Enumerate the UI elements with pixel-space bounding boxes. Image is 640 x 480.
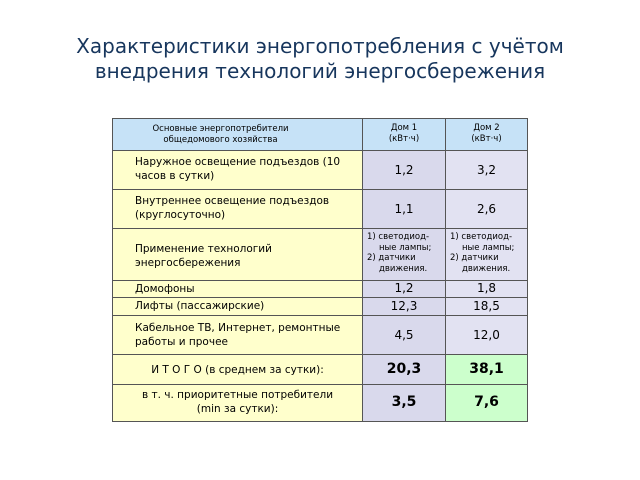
row-label-priority	[113, 385, 363, 421]
row-label-text: Внутреннее освещение подъездов (круглосуточно)	[135, 195, 330, 221]
value: 1,1	[394, 202, 414, 216]
row-label-total	[113, 355, 363, 385]
header-consumers	[113, 119, 363, 151]
value: 2,6	[476, 202, 497, 216]
cell-house1-elevators	[363, 298, 446, 316]
header-house2	[446, 119, 527, 151]
measures-list	[450, 232, 525, 274]
energy-table	[112, 118, 528, 422]
value: 12,0	[473, 328, 500, 342]
value: 38,1	[469, 361, 504, 377]
cell-house1-cable-tv	[363, 316, 446, 355]
value: 1,2	[394, 281, 414, 295]
cell-house2-outdoor-lighting	[446, 151, 527, 190]
header-house2-name: Дом 2	[473, 123, 500, 133]
header-consumers-text: Основные энергопотребители общедомового хозяйства	[152, 124, 289, 145]
list-item: 2) датчики движения.	[450, 253, 511, 274]
value: 3,2	[476, 163, 497, 177]
cell-house2-total	[446, 355, 527, 385]
list-item: 1) светодиод-ные лампы;	[450, 232, 515, 253]
cell-house1-energy-saving-tech	[363, 229, 446, 281]
cell-house2-cable-tv	[446, 316, 527, 355]
value: 20,3	[386, 361, 422, 377]
row-label-indoor-lighting	[113, 190, 363, 229]
value: 18,5	[473, 299, 500, 313]
header-house2-unit: (кВт·ч)	[471, 134, 502, 144]
priority-label-text: в т. ч. приоритетные потребители (min за сутки):	[141, 389, 334, 415]
cell-house1-indoor-lighting	[363, 190, 446, 229]
row-label-text: Лифты (пассажирские)	[135, 300, 265, 312]
cell-house2-intercoms	[446, 281, 527, 298]
row-label-text: Применение технологий энергосбережения	[135, 243, 272, 269]
header-house1	[363, 119, 446, 151]
row-label-energy-saving-tech	[113, 229, 363, 281]
cell-house2-priority	[446, 385, 527, 421]
title-line-1: Характеристики энергопотребления с учётом	[76, 34, 564, 58]
list-item: 1) светодиод-ные лампы;	[367, 232, 432, 253]
cell-house2-energy-saving-tech	[446, 229, 527, 281]
row-label-outdoor-lighting	[113, 151, 363, 190]
row-label-text: Кабельное ТВ, Интернет, ремонтные работы и прочее	[135, 322, 341, 348]
slide-title	[0, 34, 640, 84]
cell-house1-total	[363, 355, 446, 385]
list-item: 2) датчики движения.	[367, 253, 428, 274]
cell-house1-priority	[363, 385, 446, 421]
cell-house1-outdoor-lighting	[363, 151, 446, 190]
cell-house2-indoor-lighting	[446, 190, 527, 229]
value: 1,2	[394, 163, 414, 177]
title-line-2: внедрения технологий энергосбережения	[94, 59, 546, 83]
row-label-cable-tv	[113, 316, 363, 355]
value: 3,5	[391, 394, 417, 410]
row-label-text: Наружное освещение подъездов (10 часов в сутки)	[135, 156, 341, 182]
row-label-text: Домофоны	[135, 283, 195, 295]
value: 4,5	[394, 328, 414, 342]
value: 1,8	[476, 281, 497, 295]
row-label-intercoms	[113, 281, 363, 298]
value: 7,6	[474, 394, 499, 410]
header-house1-name: Дом 1	[390, 123, 418, 133]
total-label-text: И Т О Г О (в среднем за сутки):	[151, 364, 324, 376]
header-house1-unit: (кВт·ч)	[388, 134, 420, 144]
value: 12,3	[390, 299, 418, 313]
measures-list	[367, 232, 443, 274]
row-label-elevators	[113, 298, 363, 316]
cell-house2-elevators	[446, 298, 527, 316]
cell-house1-intercoms	[363, 281, 446, 298]
